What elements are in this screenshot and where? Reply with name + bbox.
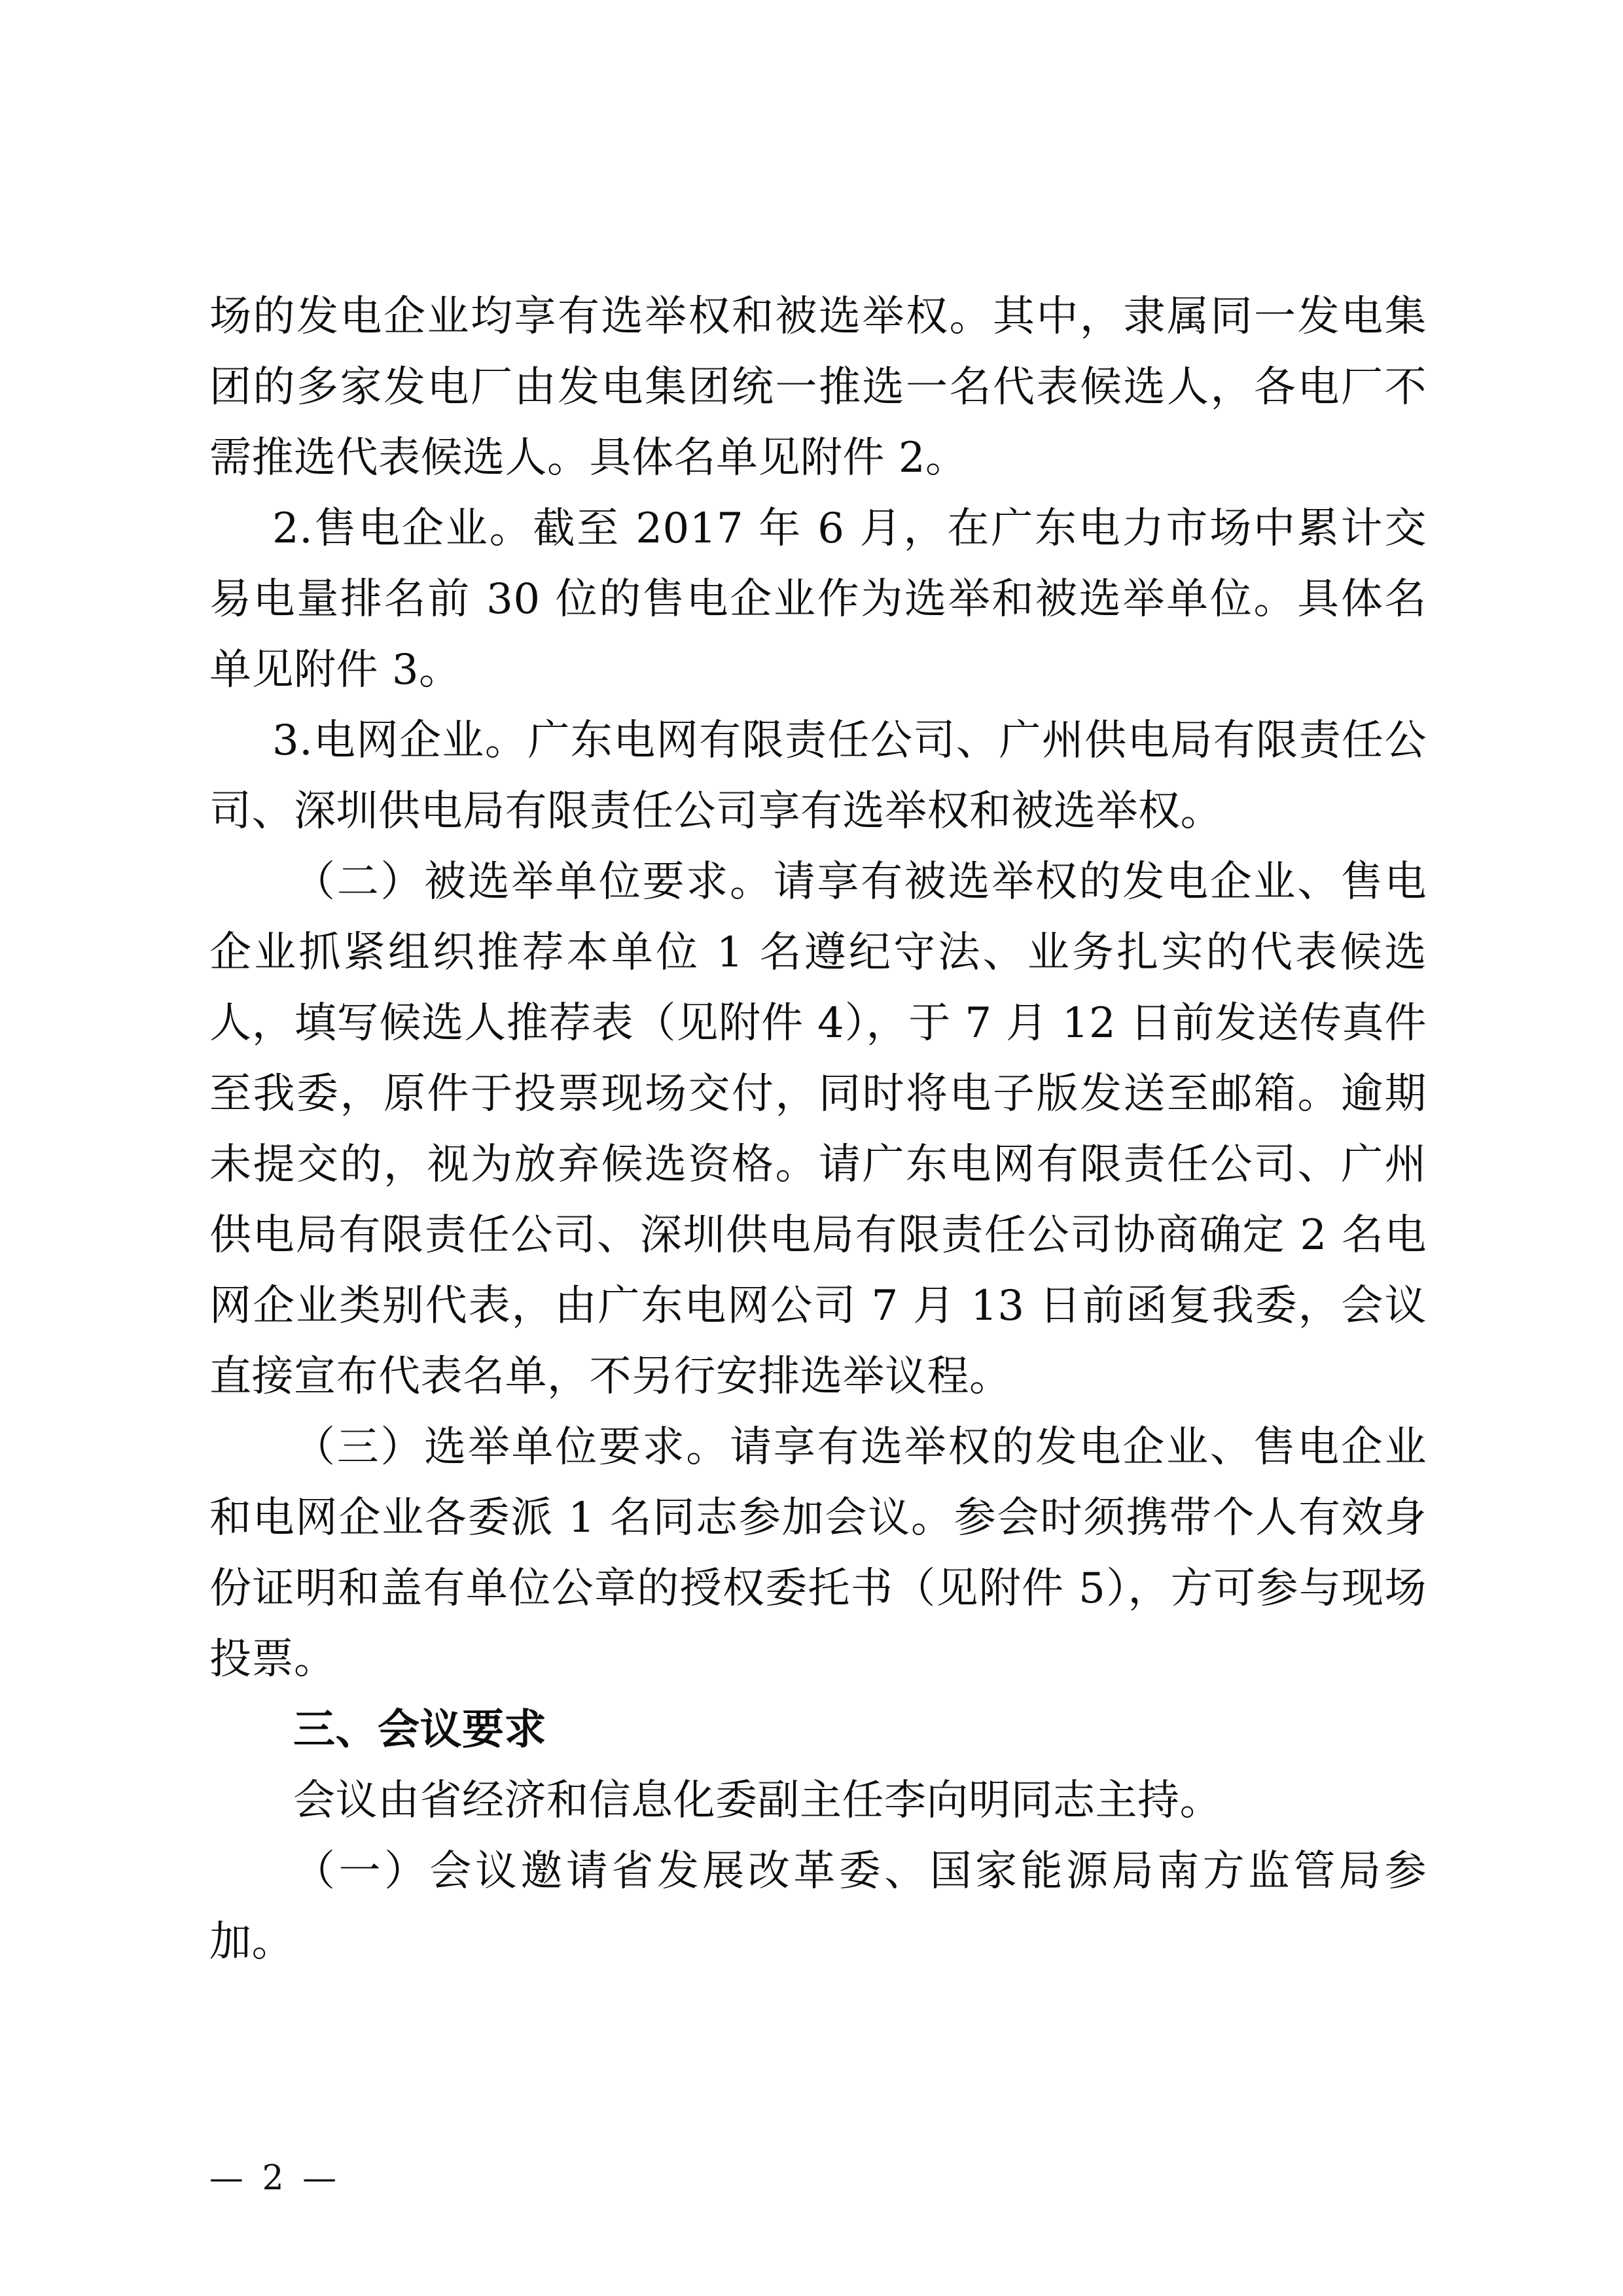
paragraph-meeting-chair: 会议由省经济和信息化委副主任李向明同志主持。 xyxy=(293,1776,1222,1825)
heading-meeting-requirements: 三、会议要求 xyxy=(293,1705,546,1754)
document-body xyxy=(209,281,1427,1977)
paragraph-section-3-voter-requirements: （三）选举单位要求。请享有选举权的发电企业、售电企业和电网企业各委派 1 名同志参加会议。参会时须携带个人有效身份证明和盖有单位公章的授权委托书（见附件 5），方可参与现场投票。 xyxy=(209,1423,1427,1684)
paragraph-item-3-grid-enterprise: 3.电网企业。广东电网有限责任公司、广州供电局有限责任公司、深圳供电局有限责任公司享有选举权和被选举权。 xyxy=(209,716,1427,836)
page-footer xyxy=(0,2159,1623,2198)
paragraph-item-2-retail-electricity: 2.售电企业。截至 2017 年 6 月，在广东电力市场中累计交易电量排名前 30 位的售电企业作为选举和被选举单位。具体名单见附件 3。 xyxy=(209,504,1427,694)
paragraph-continuation: 场的发电企业均享有选举权和被选举权。其中，隶属同一发电集团的多家发电厂由发电集团统一推选一名代表候选人，各电厂不需推选代表候选人。具体名单见附件 2。 xyxy=(209,292,1427,482)
paragraph-section-2-candidate-requirements: （二）被选举单位要求。请享有被选举权的发电企业、售电企业抓紧组织推荐本单位 1 名遵纪守法、业务扎实的代表候选人，填写候选人推荐表（见附件 4），于 7 月 12 日前发送传真件至我委，原件于投票现场交付，同时将电子版发送至邮箱。逾期未提交的，视为放弃候选资格。请广东电网有限责任公司、广州供电局有限责任公司、深圳供电局有限责任公司协商确定 2 名电网企业类别代表，由广东电网公司 7 月 13 日前函复我委，会议直接宣布代表名单，不另行安排选举议程。 xyxy=(209,858,1427,1401)
paragraph-meeting-invitees: （一）会议邀请省发展改革委、国家能源局南方监管局参加。 xyxy=(209,1847,1427,1966)
page-number: — 2 — xyxy=(209,2159,341,2198)
